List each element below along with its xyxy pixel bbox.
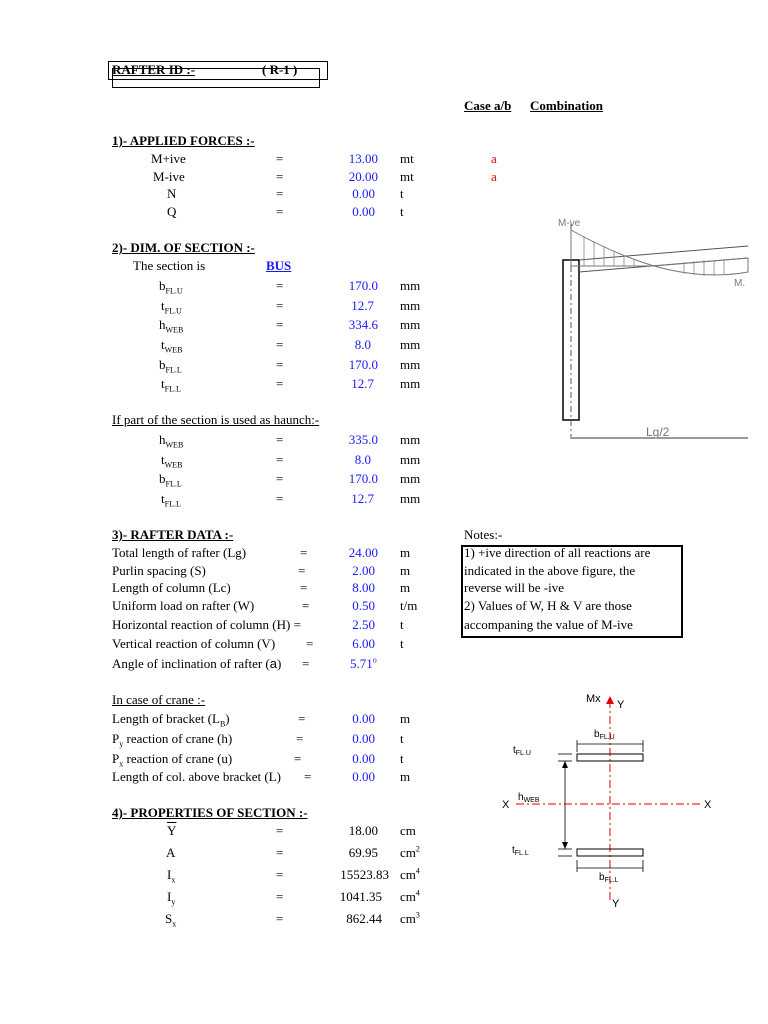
rafter-unit: m [400,545,411,560]
rafter-id-label: RAFTER ID :- [112,62,196,77]
dim-eq: = [276,376,284,391]
rafter-label: Total length of rafter (Lg) [112,545,247,560]
haunch-eq: = [276,432,284,447]
m-right-label: M. [734,278,746,289]
mx-label: Mx [586,693,601,705]
force-eq: = [276,151,284,166]
dim-value: 334.6 [348,317,378,332]
dim-unit: mm [400,357,421,372]
note-line: 1) +ive direction of all reactions are [464,545,651,560]
rafter-label: Vertical reaction of column (V) [112,636,276,651]
rafter-eq: = [306,636,314,651]
rafter-value: 8.00 [352,580,375,595]
m-top-label: M-ve [558,218,581,229]
crane-unit: m [400,769,411,784]
dim-symbol: $b_{FL.U}$ [159,278,183,296]
dim-symbol: $t_{FL.L}$ [161,376,181,394]
tflu-label: $t_{FL.U}$ [513,745,531,757]
haunch-symbol: $h_{WEB}$ [159,432,184,450]
force-flag: a [491,151,497,166]
force-eq: = [276,204,284,219]
moment-curve-right [654,258,748,275]
crane-label: Length of col. above bracket (L) [112,769,281,784]
force-value: 13.00 [348,151,378,166]
dim-eq: = [276,317,284,332]
dim-value: 8.0 [354,337,371,352]
rafter-unit: t/m [400,598,418,613]
rafter-eq: = [302,598,310,613]
dim-unit: mm [400,278,421,293]
rafter-unit: m [400,580,411,595]
prop-value: 69.95 [348,845,378,860]
angle-eq: = [302,656,310,671]
prop-eq: = [276,911,284,926]
haunch-title: If part of the section is used as haunch:- [112,412,320,427]
rafter-label: Horizontal reaction of column (H) = [112,617,301,632]
bfll-label: $b_{FL.L}$ [599,872,619,884]
prop-unit: $cm^4$ [400,866,420,882]
haunch-eq: = [276,491,284,506]
dim-eq: = [276,337,284,352]
crane-label: Length of bracket $(L_B)$ [112,711,230,729]
section-is-label: The section is [133,258,206,273]
force-value: 0.00 [352,204,375,219]
dim-symbol: $t_{WEB}$ [161,337,183,355]
prop-symbol: A [166,845,176,860]
rafter-value: 24.00 [348,545,378,560]
haunch-eq: = [276,471,284,486]
bflu-label: $b_{FL.U}$ [594,729,615,741]
rafter-unit: t [400,617,404,632]
rafter-unit: m [400,563,411,578]
haunch-value: 170.0 [348,471,378,486]
haunch-eq: = [276,452,284,467]
section-type-link[interactable]: BUS [266,258,292,273]
rafter-unit: t [400,636,404,651]
hweb-label: $h_{WEB}$ [518,792,540,804]
force-label: M+ive [151,151,186,166]
dim-eq: = [276,278,284,293]
y-top-label: Y [617,699,625,711]
haunch-symbol: $b_{FL.L}$ [159,471,182,489]
tfll-label: $t_{FL.L}$ [512,845,529,857]
force-unit: mt [400,151,414,166]
prop-unit: cm [400,823,416,838]
crane-unit: t [400,751,404,766]
rafter-eq: = [298,563,306,578]
applied-forces-title: 1)- APPLIED FORCES :- [112,133,255,148]
dim-symbol: $b_{FL.L}$ [159,357,182,375]
lg-half-label: Lg/2 [646,425,670,439]
dim-value: 170.0 [348,357,378,372]
angle-label: Angle of inclination of rafter (a) [112,656,282,671]
prop-eq: = [276,867,284,882]
rafter-label: Uniform load on rafter (W) [112,598,255,613]
rafter-label: Purlin spacing (S) [112,563,206,578]
combination-label: Combination [530,98,603,113]
crane-value: 0.00 [352,711,375,726]
dim-section-title: 2)- DIM. OF SECTION :- [112,240,255,255]
crane-value: 0.00 [352,769,375,784]
dim-unit: mm [400,376,421,391]
prop-symbol: $S_x$ [165,911,177,929]
haunch-unit: mm [400,432,421,447]
x-right-label: X [704,799,712,811]
prop-unit: $cm^3$ [400,910,420,926]
rafter-id-value: ( R-1 ) [262,62,298,77]
prop-symbol: $\overline{Y}$ [167,823,177,838]
prop-symbol: $I_y$ [167,889,176,907]
prop-unit: $cm^4$ [400,888,420,904]
force-label: N [167,186,177,201]
force-eq: = [276,169,284,184]
crane-title: In case of crane :- [112,692,206,707]
rafter-value: 6.00 [352,636,375,651]
force-unit: t [400,186,404,201]
frame-moment-diagram [554,214,754,444]
prop-value: 862.44 [346,911,382,926]
dim-value: 12.7 [351,298,374,313]
crane-value: 0.00 [352,751,375,766]
crane-eq: = [304,769,312,784]
dim-unit: mm [400,337,421,352]
prop-value: 15523.83 [340,867,389,882]
crane-label: $P_x$ reaction of crane (u) [112,751,233,769]
moment-curve-left [571,230,654,266]
dim-unit: mm [400,317,421,332]
dim-eq: = [276,357,284,372]
rafter-eq: = [300,545,308,560]
notes-title: Notes:- [464,527,503,542]
dim-unit: mm [400,298,421,313]
rafter-value: 2.50 [352,617,375,632]
angle-value: 5.71$^o$ [350,655,377,671]
prop-value: 18.00 [348,823,378,838]
prop-value: 1041.35 [339,889,382,904]
haunch-unit: mm [400,491,421,506]
haunch-symbol: $t_{FL.L}$ [161,491,181,509]
rafter-label: Length of column (Lc) [112,580,231,595]
force-label: Q [167,204,177,219]
dim-value: 170.0 [348,278,378,293]
crane-eq: = [294,751,302,766]
dim-value: 12.7 [351,376,374,391]
rafter-value: 2.00 [352,563,375,578]
force-value: 20.00 [348,169,378,184]
haunch-unit: mm [400,471,421,486]
section-diagram [496,688,726,910]
prop-unit: $cm^2$ [400,844,420,860]
rafter-value: 0.50 [352,598,375,613]
force-label: M-ive [153,169,185,184]
crane-unit: t [400,731,404,746]
rafter-data-title: 3)- RAFTER DATA :- [112,527,234,542]
force-eq: = [276,186,284,201]
force-unit: mt [400,169,414,184]
dim-symbol: $t_{FL.U}$ [161,298,182,316]
moment-arrow-icon [606,696,614,704]
prop-symbol: $I_x$ [167,867,176,885]
properties-title: 4)- PROPERTIES OF SECTION :- [112,805,308,820]
crane-eq: = [298,711,306,726]
note-line: indicated in the above figure, the [464,563,636,578]
haunch-value: 12.7 [351,491,374,506]
prop-eq: = [276,845,284,860]
note-line: reverse will be -ive [464,580,564,595]
force-unit: t [400,204,404,219]
force-flag: a [491,169,497,184]
haunch-symbol: $t_{WEB}$ [161,452,183,470]
rafter-eq: = [300,580,308,595]
haunch-unit: mm [400,452,421,467]
crane-unit: m [400,711,411,726]
haunch-value: 335.0 [348,432,378,447]
prop-eq: = [276,823,284,838]
haunch-value: 8.0 [354,452,371,467]
dim-eq: = [276,298,284,313]
crane-eq: = [296,731,304,746]
crane-label: $P_y$ reaction of crane (h) [112,731,233,749]
x-left-label: X [502,799,510,811]
crane-value: 0.00 [352,731,375,746]
prop-eq: = [276,889,284,904]
dim-symbol: $h_{WEB}$ [159,317,184,335]
y-bottom-label: Y [612,898,620,910]
case-label: Case a/b [464,98,512,113]
force-value: 0.00 [352,186,375,201]
note-line: 2) Values of W, H & V are those [464,598,632,613]
note-line: accompaning the value of M-ive [464,617,633,632]
